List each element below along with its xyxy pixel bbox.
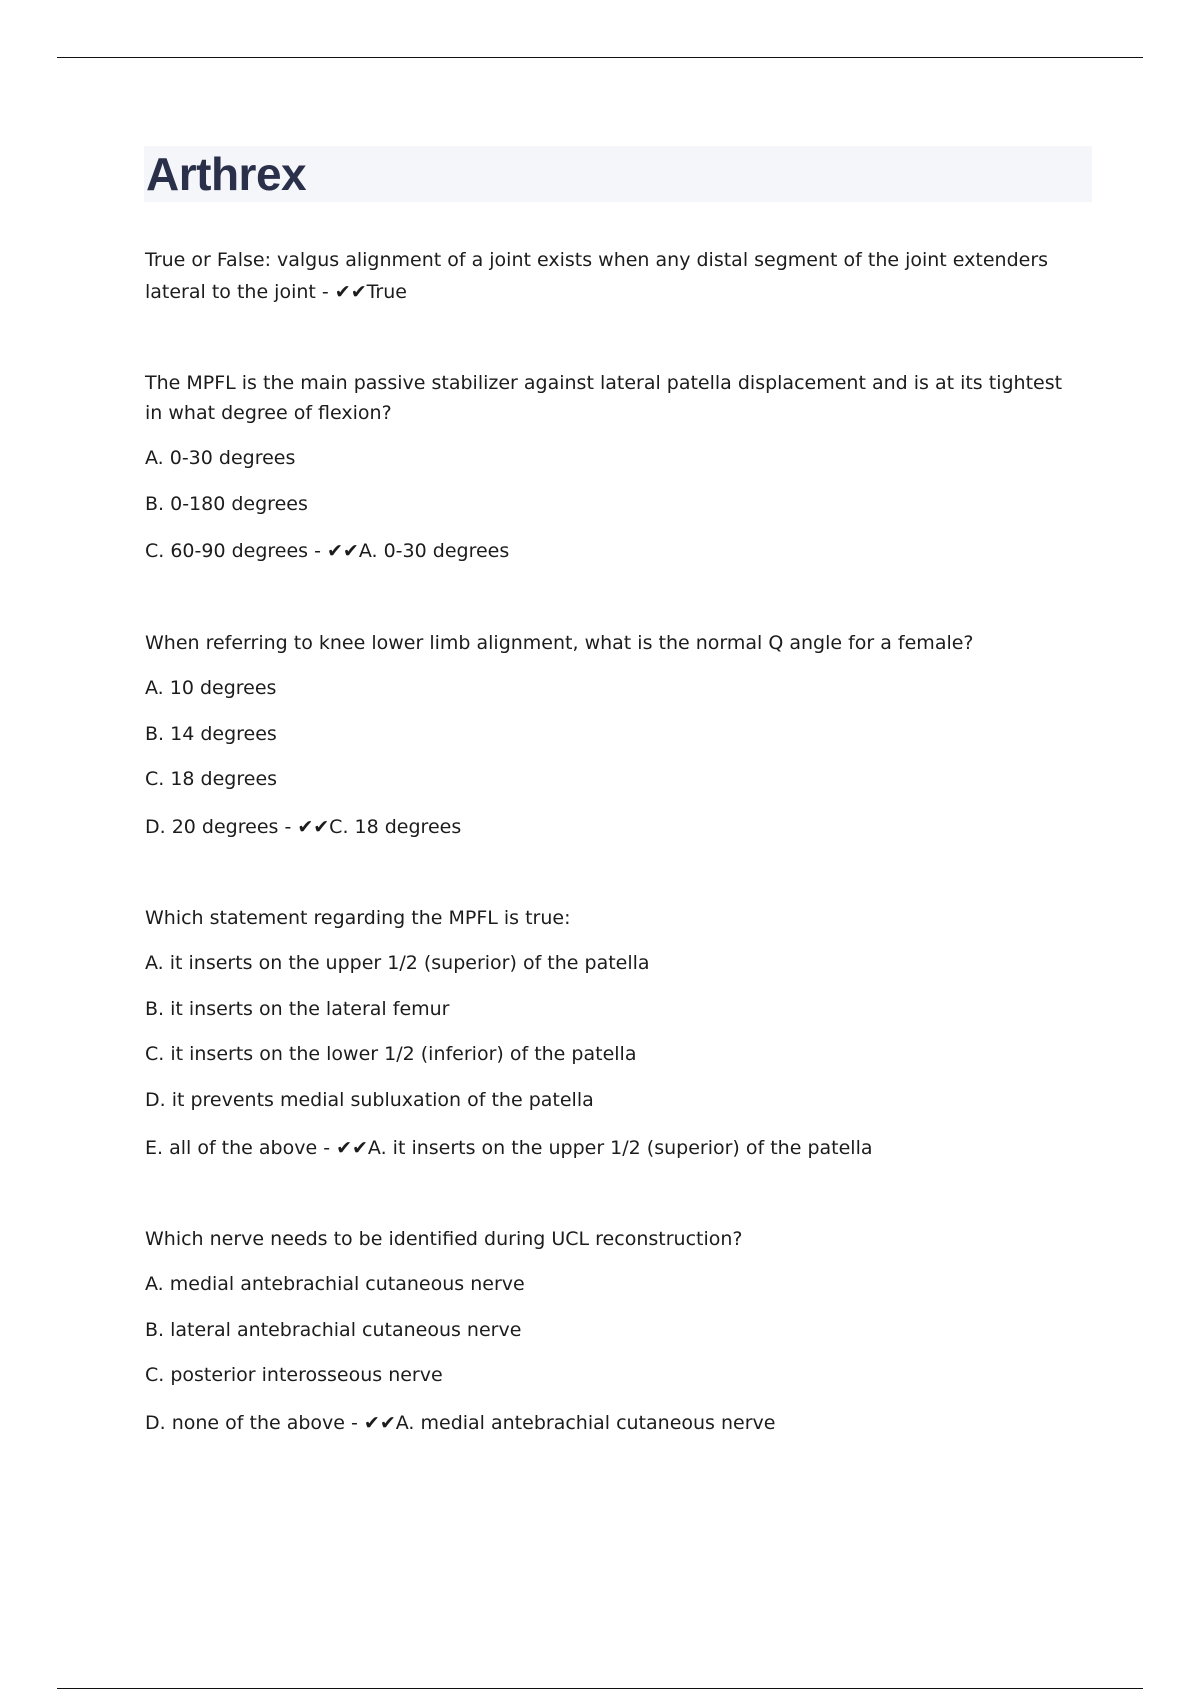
question-3-option-b: B. 14 degrees [145,723,277,745]
question-2-option-b: B. 0-180 degrees [145,493,308,515]
question-3-option-a: A. 10 degrees [145,677,277,699]
question-4-text: Which statement regarding the MPFL is true: [145,907,571,929]
question-5-option-b: B. lateral antebrachial cutaneous nerve [145,1319,522,1341]
question-4-option-b: B. it inserts on the lateral femur [145,998,450,1020]
question-3-option-c: C. 18 degrees [145,768,278,790]
question-2-option-a: A. 0-30 degrees [145,447,296,469]
question-4-option-d: D. it prevents medial subluxation of the patella [145,1089,594,1111]
question-5-option-a: A. medial antebrachial cutaneous nerve [145,1273,525,1295]
bottom-rule [57,1688,1143,1689]
question-5-option-d-answer: D. none of the above - ✔✔A. medial antebrachial cutaneous nerve [145,1412,776,1434]
question-2-option-c-answer: C. 60-90 degrees - ✔✔A. 0-30 degrees [145,540,510,562]
question-5-option-c: C. posterior interosseous nerve [145,1364,443,1386]
question-3-text: When referring to knee lower limb alignment, what is the normal Q angle for a female? [145,632,974,654]
question-3-option-d-answer: D. 20 degrees - ✔✔C. 18 degrees [145,816,462,838]
document-title: Arthrex [146,148,307,200]
question-4-option-e-answer: E. all of the above - ✔✔A. it inserts on the upper 1/2 (superior) of the patella [145,1137,873,1159]
question-4-option-c: C. it inserts on the lower 1/2 (inferior) of the patella [145,1043,637,1065]
question-4-option-a: A. it inserts on the upper 1/2 (superior) of the patella [145,952,650,974]
question-5-text: Which nerve needs to be identified during UCL reconstruction? [145,1228,743,1250]
top-rule [57,57,1143,58]
question-1-text: True or False: valgus alignment of a joint exists when any distal segment of the joint extenders lateral to the joint - ✔✔True [145,249,1049,303]
question-2-text: The MPFL is the main passive stabilizer against lateral patella displacement and is at its tightest in what degree of flexion? [145,372,1063,424]
